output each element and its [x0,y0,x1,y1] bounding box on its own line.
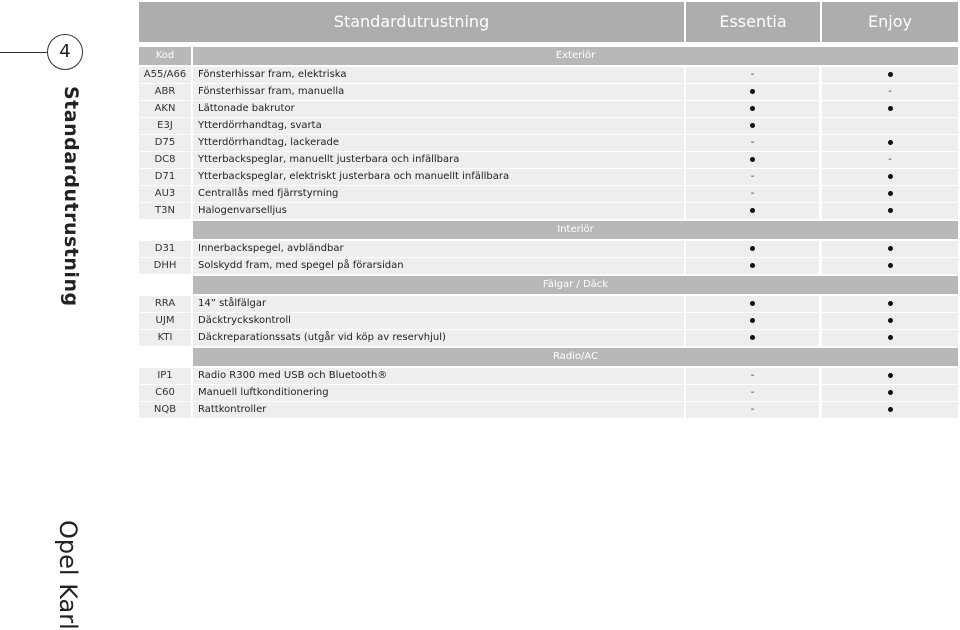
row-code: RRA [139,296,191,312]
not-available-dash: - [750,137,755,148]
enjoy-cell [822,84,958,100]
row-code: KTI [139,330,191,346]
section-header-row [139,276,958,294]
enjoy-cell [822,313,958,329]
standard-dot [750,318,755,323]
header-essentia-label: Essentia [719,12,787,31]
standard-dot [888,318,893,323]
essentia-cell [686,296,819,312]
enjoy-cell [822,135,958,151]
standard-dot [750,157,755,162]
row-description: 14” stålfälgar [193,296,684,312]
header-main-label: Standardutrustning [333,12,490,31]
row-description: Halogenvarselljus [193,203,684,219]
standard-dot [888,191,893,196]
row-code: DHH [139,258,191,274]
not-available-dash: - [750,188,755,199]
table-row [139,169,958,186]
enjoy-cell [822,169,958,185]
standard-dot [750,89,755,94]
standard-dot [888,72,893,77]
table-row [139,67,958,84]
page-number: 4 [47,34,83,70]
row-code: AU3 [139,186,191,202]
essentia-cell [686,203,819,219]
row-code: NQB [139,402,191,418]
essentia-cell [686,135,819,151]
standard-dot [750,208,755,213]
row-code: E3J [139,118,191,134]
enjoy-cell [822,385,958,401]
enjoy-cell [822,330,958,346]
essentia-cell [686,402,819,418]
row-description: Däcktryckskontroll [193,313,684,329]
row-description: Ytterdörrhandtag, lackerade [193,135,684,151]
essentia-cell [686,385,819,401]
essentia-cell [686,84,819,100]
enjoy-cell [822,402,958,418]
section-code-spacer [139,276,191,294]
standard-dot [888,301,893,306]
row-code: T3N [139,203,191,219]
side-title: Standardutrustning [60,86,82,307]
row-description: Fönsterhissar fram, manuella [193,84,684,100]
table-row [139,84,958,101]
side-rule [0,52,47,53]
standard-dot [750,246,755,251]
not-available-dash: - [750,370,755,381]
header-enjoy-label: Enjoy [868,12,912,31]
essentia-cell [686,368,819,384]
table-row [139,330,958,347]
header-main [139,2,684,42]
row-code: C60 [139,385,191,401]
enjoy-cell [822,203,958,219]
row-code: D75 [139,135,191,151]
essentia-cell [686,186,819,202]
standard-dot [750,263,755,268]
standard-dot [888,390,893,395]
row-description: Ytterbackspeglar, manuellt justerbara och infällbara [193,152,684,168]
row-code: DC8 [139,152,191,168]
enjoy-cell [822,258,958,274]
enjoy-cell [822,241,958,257]
standard-dot [750,123,755,128]
table-row [139,296,958,313]
row-description: Lättonade bakrutor [193,101,684,117]
row-description: Centrallås med fjärrstyrning [193,186,684,202]
essentia-cell [686,152,819,168]
table-row [139,152,958,169]
row-code: D31 [139,241,191,257]
standard-dot [888,106,893,111]
not-available-dash: - [750,387,755,398]
standard-dot [888,174,893,179]
not-available-dash: - [888,154,892,165]
standard-dot [750,335,755,340]
row-description: Däckreparationssats (utgår vid köp av reservhjul) [193,330,684,346]
row-code: IP1 [139,368,191,384]
standard-dot [888,407,893,412]
essentia-cell [686,67,819,83]
row-code: D71 [139,169,191,185]
not-available-dash: - [750,171,755,182]
table-row [139,118,958,135]
row-code: AKN [139,101,191,117]
section-title: Interiör [193,221,958,239]
essentia-cell [686,313,819,329]
row-code: UJM [139,313,191,329]
section-title: Fälgar / Däck [193,276,958,294]
table-row [139,203,958,220]
row-code: ABR [139,84,191,100]
brand-name: Opel Karl [54,520,82,630]
essentia-cell [686,258,819,274]
essentia-cell [686,241,819,257]
section-code-spacer [139,348,191,366]
row-description: Ytterdörrhandtag, svarta [193,118,684,134]
table-row [139,101,958,118]
table-row [139,368,958,385]
essentia-cell [686,330,819,346]
section-title: Radio/AC [193,348,958,366]
table-row [139,313,958,330]
row-description: Solskydd fram, med spegel på förarsidan [193,258,684,274]
standard-dot [888,208,893,213]
standard-dot [750,106,755,111]
standard-dot [750,301,755,306]
enjoy-cell [822,152,958,168]
essentia-cell [686,101,819,117]
code-column-header: Kod [139,47,191,65]
table-row [139,402,958,419]
enjoy-cell [822,296,958,312]
essentia-cell [686,118,819,134]
row-code: A55/A66 [139,67,191,83]
row-description: Manuell luftkonditionering [193,385,684,401]
enjoy-cell [822,118,958,134]
enjoy-cell [822,67,958,83]
standard-dot [888,373,893,378]
row-description: Rattkontroller [193,402,684,418]
row-description: Radio R300 med USB och Bluetooth® [193,368,684,384]
standard-dot [888,140,893,145]
standard-dot [888,246,893,251]
enjoy-cell [822,186,958,202]
section-header-row [139,47,958,65]
section-header-row [139,221,958,239]
header-essentia [686,2,820,42]
essentia-cell [686,169,819,185]
row-description: Fönsterhissar fram, elektriska [193,67,684,83]
not-available-dash: - [750,404,755,415]
header-enjoy [822,2,958,42]
not-available-dash: - [888,86,892,97]
equipment-table [139,47,958,419]
row-description: Innerbackspegel, avbländbar [193,241,684,257]
table-row [139,385,958,402]
table-row [139,258,958,275]
enjoy-cell [822,368,958,384]
enjoy-cell [822,101,958,117]
table-row [139,135,958,152]
standard-dot [888,263,893,268]
table-row [139,186,958,203]
row-description: Ytterbackspeglar, elektriskt justerbara och manuellt infällbara [193,169,684,185]
section-title: Exteriör [193,47,958,65]
section-code-spacer [139,221,191,239]
section-header-row [139,348,958,366]
table-row [139,241,958,258]
not-available-dash: - [750,69,755,80]
standard-dot [888,335,893,340]
